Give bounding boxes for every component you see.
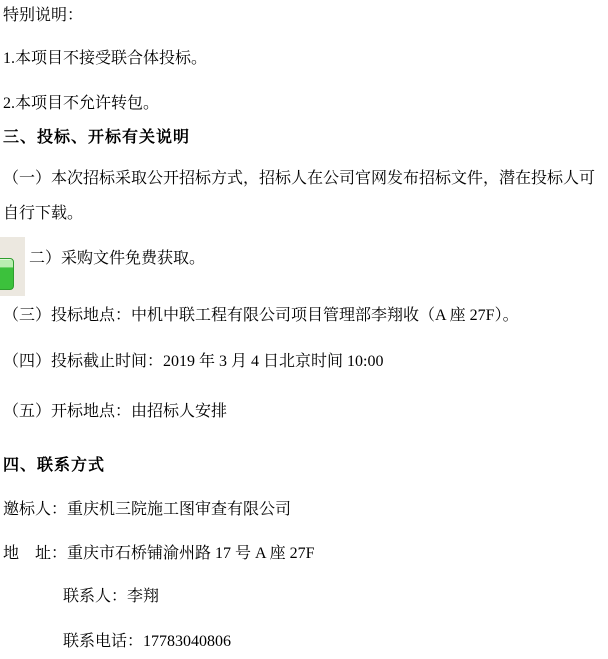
note-line-2: 2.本项目不允许转包。 [3,95,160,112]
note-line-1: 1.本项目不接受联合体投标。 [3,50,208,67]
bid-item-2: 二）采购文件免费获取。 [29,250,206,267]
special-note-heading: 特别说明： [3,7,84,24]
contact-inviter: 邀标人：重庆机三院施工图审查有限公司 [3,501,292,518]
bid-item-1: （一）本次招标采取公开招标方式，招标人在公司官网发布招标文件，潜在投标人可自行下载。 [3,170,596,222]
green-block-icon [0,258,14,290]
bid-item-4: （四）投标截止时间：2019 年 3 月 4 日北京时间 10:00 [3,353,384,370]
section-heading-contact: 四、联系方式 [3,457,106,474]
section-heading-bidding: 三、投标、开标有关说明 [3,129,191,146]
bid-item-3: （三）投标地点：中机中联工程有限公司项目管理部李翔收（A 座 27F）。 [3,307,519,324]
contact-phone: 联系电话：17783040806 [63,633,232,650]
bid-item-5: （五）开标地点：由招标人安排 [3,403,228,420]
contact-address: 地 址：重庆市石桥铺渝州路 17 号 A 座 27F [3,545,315,562]
image-placeholder-panel [0,237,25,296]
contact-person: 联系人：李翔 [63,588,160,605]
